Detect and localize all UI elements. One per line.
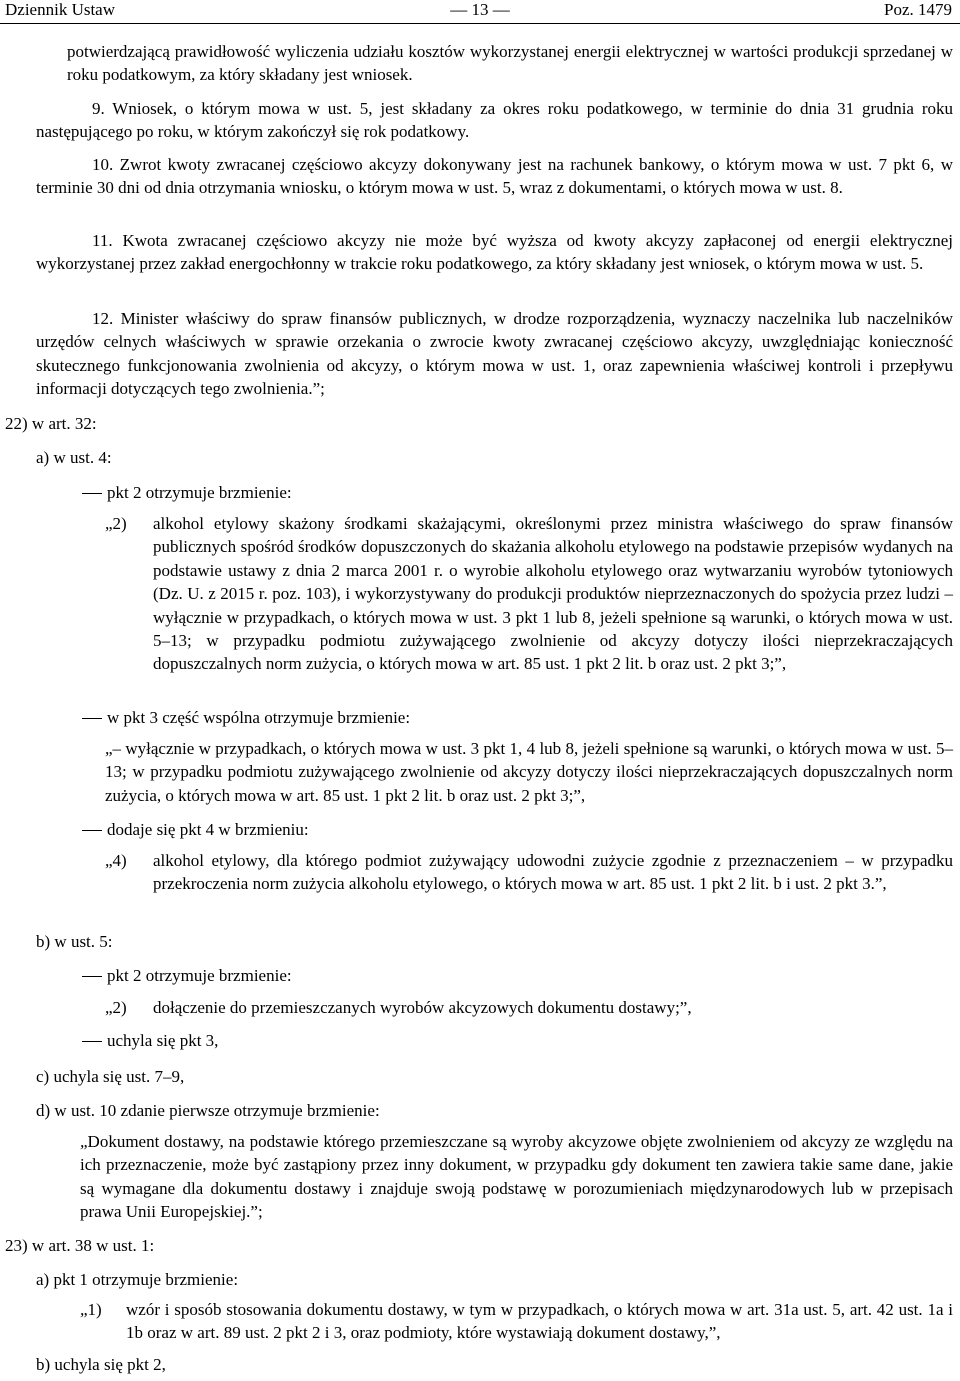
position-number: Poz. 1479 — [884, 0, 952, 19]
dash-pkt2-label: pkt 2 otrzymuje brzmienie: — [107, 483, 292, 502]
header-divider — [0, 23, 960, 24]
item-23-b: b) uchyla się pkt 2, — [36, 1355, 166, 1374]
paragraph-11: 11. Kwota zwracanej częściowo akcyzy nie może być wyższa od kwoty akcyzy zapłaconej od energii elektrycznej wykorzystanej przez zakład energochłonny w trakcie roku podatkowego, za który składany jest wniosek, o którym mowa w ust. 5. — [36, 231, 953, 274]
page-header — [0, 0, 960, 22]
dash-marker — [82, 976, 102, 977]
item-22: 22) w art. 32: — [5, 414, 97, 433]
pkt2-text: alkohol etylowy skażony środkami skażającymi, określonymi przez ministra właściwego do spraw finansów publicznych spośród środków dopuszczonych do skażania alkoholu etylowego na podstawie przepisów wydanych na podstawie ustawy z dnia 2 marca 2001 r. o wyrobie alkoholu etylowego oraz wytwarzaniu wyrobów tytoniowych (Dz. U. z 2015 r. poz. 103), i wykorzystywany do produkcji produktów nieprzeznaczonych do spożycia przez ludzi – wyłącznie w przypadkach, o których mowa w ust. 3 pkt 1 lub 8, jeżeli spełnione są warunki, o których mowa w ust. 5–13; w przypadku podmiotu zużywającego zwolnienie od akcyzy dotyczy ilości nieprzekraczających dopuszczalnych norm zużycia, o których mowa w art. 85 ust. 1 pkt 2 lit. b oraz ust. 2 pkt 3;”, — [153, 514, 953, 674]
dash-pkt3-label: w pkt 3 część wspólna otrzymuje brzmienie: — [107, 708, 411, 727]
pkt3-text: „– wyłącznie w przypadkach, o których mowa w ust. 3 pkt 1, 4 lub 8, jeżeli spełnione są warunki, o których mowa w ust. 5–13; w przypadku podmiotu zużywającego zwolnienie od akcyzy dotyczy ilości nieprzekraczających dopuszczalnych norm zużycia, o których mowa w art. 85 ust. 1 pkt 2 lit. b oraz ust. 2 pkt 3;”, — [105, 739, 953, 805]
item-22-a: a) w ust. 4: — [36, 448, 112, 467]
b-pkt2-text: dołączenie do przemieszczanych wyrobów akcyzowych dokumentu dostawy;”, — [153, 998, 692, 1017]
pkt4-number: „4) — [105, 851, 127, 870]
item-23: 23) w art. 38 w ust. 1: — [5, 1236, 155, 1255]
a23-number: „1) — [80, 1300, 102, 1319]
item-22-d: d) w ust. 10 zdanie pierwsze otrzymuje brzmienie: — [36, 1101, 380, 1120]
dash-pkt4-label: dodaje się pkt 4 w brzmieniu: — [107, 820, 309, 839]
item-23-a: a) pkt 1 otrzymuje brzmienie: — [36, 1270, 239, 1289]
paragraph-intro: potwierdzającą prawidłowość wyliczenia udziału kosztów wykorzystanej energii elektrycznej w wartości produkcji sprzedanej w roku podatkowym, za który składany jest wniosek. — [67, 42, 953, 85]
paragraph-12: 12. Minister właściwy do spraw finansów publicznych, w drodze rozporządzenia, wyznaczy naczelnika lub naczelników urzędów celnych właściwych w sprawie orzekania o zwrocie kwoty zwracanej częściowo akcyzy, uwzględniając konieczność skutecznego funkcjonowania zwolnienia od akcyzy, o którym mowa w ust. 1, oraz zapewnienia właściwej kontroli i przepływu informacji dotyczących tego zwolnienia.”; — [36, 309, 953, 399]
dash-marker — [82, 1041, 102, 1042]
item-22-c: c) uchyla się ust. 7–9, — [36, 1067, 185, 1086]
d-quote-text: „Dokument dostawy, na podstawie którego przemieszczane są wyroby akcyzowe objęte zwolnieniem od akcyzy ze względu na ich przeznaczenie, może być zastąpiony przez inny dokument, w przypadku gdy dokument ten zawiera takie same dane, jakie są wymagane dla dokumentu dostawy i znajduje swoją podstawę w porozumieniach międzynarodowych lub w przepisach prawa Unii Europejskiej.”; — [80, 1132, 953, 1222]
paragraph-10: 10. Zwrot kwoty zwracanej częściowo akcyzy dokonywany jest na rachunek bankowy, o którym mowa w ust. 7 pkt 6, w terminie 30 dni od dnia otrzymania wniosku, o którym mowa w ust. 5, wraz z dokumentami, o których mowa w ust. 8. — [36, 155, 953, 198]
dash-marker — [82, 830, 102, 831]
a23-text: wzór i sposób stosowania dokumentu dostawy, w tym w przypadkach, o których mowa w art. 31a ust. 5, art. 42 ust. 1a i 1b oraz w art. 89 ust. 2 pkt 2 i 3, oraz podmioty, które wystawiają dokument dostawy,”, — [126, 1300, 953, 1343]
b-pkt2-number: „2) — [105, 998, 127, 1017]
page-number: — 13 — — [450, 0, 510, 19]
paragraph-9: 9. Wniosek, o którym mowa w ust. 5, jest składany za okres roku podatkowego, w terminie do dnia 31 grudnia roku następującego po roku, w którym zakończył się rok podatkowy. — [36, 99, 953, 142]
item-22-b: b) w ust. 5: — [36, 932, 113, 951]
dash-marker — [82, 718, 102, 719]
dash-marker — [82, 493, 102, 494]
dash-b-pkt2-label: pkt 2 otrzymuje brzmienie: — [107, 966, 292, 985]
journal-title: Dziennik Ustaw — [5, 0, 116, 19]
pkt4-text: alkohol etylowy, dla którego podmiot zużywający udowodni zużycie zgodnie z przeznaczeniem – w przypadku przekroczenia norm zużycia alkoholu etylowego, o których mowa w art. 85 ust. 1 pkt 2 lit. b i ust. 2 pkt 3.”, — [153, 851, 953, 894]
dash-uchyla3-label: uchyla się pkt 3, — [107, 1031, 219, 1050]
pkt2-number: „2) — [105, 514, 127, 533]
